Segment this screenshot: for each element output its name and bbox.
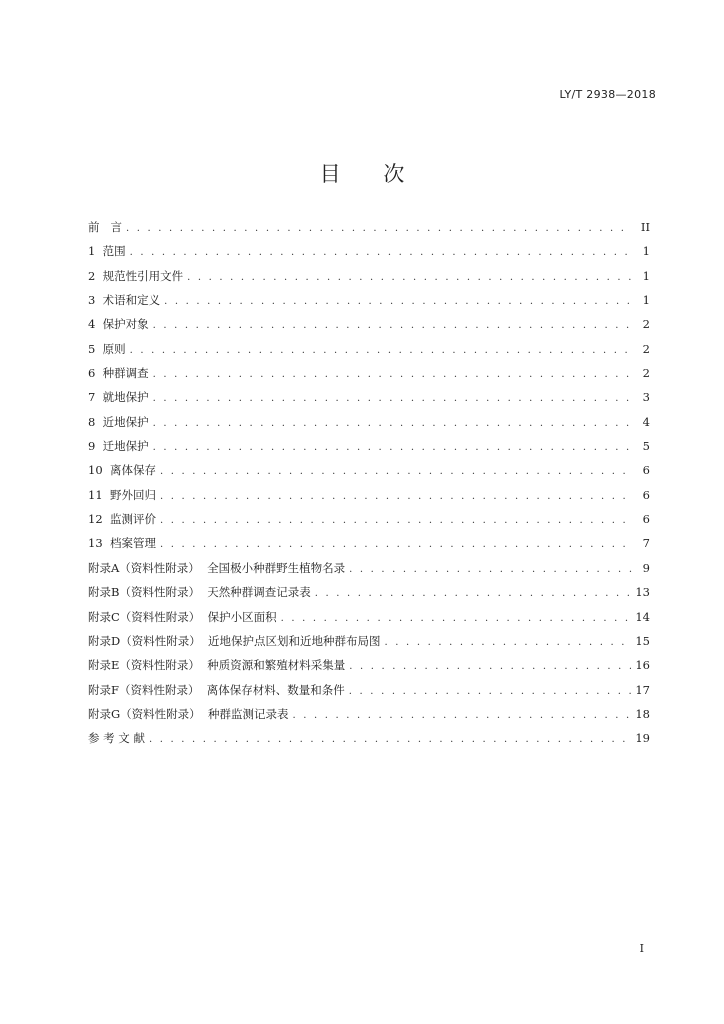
toc-entry-label: 言	[110, 220, 122, 234]
toc-entry-number: 附录D（资料性附录）	[88, 633, 201, 648]
toc-entry-page: 7	[642, 536, 650, 551]
toc-entry-number: 13	[88, 536, 103, 551]
toc-leader-dots	[349, 686, 632, 697]
toc-entry-number: 7	[88, 390, 96, 405]
toc-entry-page: 4	[642, 414, 650, 429]
toc-entry[interactable]	[88, 316, 650, 340]
toc-entry-spacer	[199, 683, 206, 697]
toc-entry-spacer	[201, 634, 208, 648]
toc-entry-number: 3	[88, 293, 96, 308]
toc-leader-dots	[153, 442, 632, 453]
toc-entry-spacer	[95, 415, 102, 429]
toc-leader-dots	[293, 710, 632, 721]
toc-entry-label: 档案管理	[109, 536, 156, 551]
toc-entry-page: 15	[635, 633, 650, 648]
toc-entry-page: 1	[642, 293, 650, 308]
toc-entry[interactable]	[88, 657, 650, 681]
toc-leader-dots	[160, 491, 632, 502]
toc-leader-dots	[385, 637, 632, 648]
toc-entry-label: 迁地保护	[102, 439, 149, 454]
toc-entry[interactable]	[88, 633, 650, 657]
toc-leader-dots	[130, 345, 632, 356]
toc-entry[interactable]	[88, 438, 650, 462]
toc-entry-number: 附录C（资料性附录）	[88, 609, 201, 624]
toc-entry-number: 附录A（资料性附录）	[88, 560, 200, 575]
toc-entry-page: 2	[642, 366, 650, 381]
toc-entry-page: 1	[642, 268, 650, 283]
toc-entry-label: 种质资源和繁殖材料采集量	[207, 658, 346, 673]
toc-entry-spacer	[95, 390, 102, 404]
toc-entry-number: 前	[88, 220, 100, 234]
footer-page-number: I	[639, 942, 644, 955]
toc-entry-spacer	[95, 342, 102, 356]
toc-entry-number: 12	[88, 512, 103, 527]
toc-entry[interactable]	[88, 609, 650, 633]
toc-entry-spacer	[103, 488, 110, 502]
toc-entry-spacer	[95, 366, 102, 380]
toc-entry-number: 10	[88, 463, 103, 478]
toc-leader-dots	[126, 223, 632, 234]
toc-entry-number: 1	[88, 244, 96, 259]
toc-entry-label: 就地保护	[102, 390, 149, 405]
toc-leader-dots	[149, 734, 631, 745]
toc-entry-page: 2	[642, 317, 650, 332]
toc-entry-number: 11	[88, 487, 103, 502]
toc-leader-dots	[160, 515, 632, 526]
toc-entry-number: 附录B（资料性附录）	[88, 585, 200, 600]
toc-entry-page: 17	[635, 682, 650, 697]
toc-leader-dots	[164, 296, 632, 307]
toc-entry[interactable]	[88, 462, 650, 486]
toc-entry[interactable]	[88, 341, 650, 365]
toc-entry[interactable]	[88, 487, 650, 511]
toc-entry-spacer	[200, 658, 207, 672]
toc-entry[interactable]	[88, 292, 650, 316]
toc-entry-number: 附录G（资料性附录）	[88, 706, 201, 721]
toc-entry-spacer	[200, 610, 207, 624]
toc-entry-label: 原则	[102, 341, 126, 356]
toc-entry[interactable]	[88, 219, 650, 243]
toc-entry-number: 8	[88, 414, 96, 429]
toc-entry-label: 天然种群调查记录表	[207, 585, 311, 600]
toc-entry-label: 种群调查	[102, 366, 149, 381]
toc-entry-number: 附录F（资料性附录）	[88, 682, 200, 697]
toc-entry-spacer	[201, 707, 208, 721]
toc-entry[interactable]	[88, 682, 650, 706]
toc-entry-spacer	[103, 463, 110, 477]
toc-entry-number: 9	[88, 439, 96, 454]
toc-entry-page: 6	[642, 512, 650, 527]
toc-entry-label: 术语和定义	[102, 293, 161, 308]
toc-entry-spacer	[95, 244, 102, 258]
toc-entry-number: 4	[88, 317, 96, 332]
toc-leader-dots	[153, 320, 632, 331]
toc-entry[interactable]	[88, 730, 650, 754]
toc-entry-spacer	[95, 269, 102, 283]
toc-entry-page: 1	[642, 244, 650, 259]
toc-entry-label: 规范性引用文件	[102, 268, 184, 283]
toc-entry-number: 5	[88, 341, 96, 356]
toc-entry[interactable]	[88, 268, 650, 292]
toc-entry-spacer	[95, 293, 102, 307]
toc-entry-label: 离体保存材料、数量和条件	[206, 682, 345, 697]
toc-entry-page: 2	[642, 341, 650, 356]
toc-leader-dots	[187, 272, 632, 283]
toc-entry[interactable]	[88, 365, 650, 389]
toc-entry-page: 14	[635, 609, 650, 624]
toc-entry-page: 18	[635, 706, 650, 721]
toc-entry-label: 范围	[102, 244, 126, 259]
toc-entry-page: 5	[642, 439, 650, 454]
toc-entry-label: 野外回归	[109, 487, 156, 502]
toc-entry[interactable]	[88, 535, 650, 559]
toc-entry[interactable]	[88, 560, 650, 584]
toc-entry-spacer	[100, 220, 111, 234]
toc-entry-spacer	[103, 536, 110, 550]
toc-entry[interactable]	[88, 584, 650, 608]
toc-entry-label: 近地保护点区划和近地种群布局图	[208, 633, 381, 648]
toc-entry-spacer	[200, 585, 207, 599]
toc-entry-spacer	[95, 317, 102, 331]
table-of-contents	[88, 219, 650, 755]
toc-entry-page: 19	[635, 731, 650, 746]
toc-leader-dots	[153, 418, 632, 429]
toc-entry-page: 6	[642, 487, 650, 502]
toc-entry-page: II	[640, 220, 650, 234]
toc-leader-dots	[349, 564, 632, 575]
toc-entry-spacer	[103, 512, 110, 526]
toc-entry[interactable]	[88, 243, 650, 267]
toc-entry[interactable]	[88, 414, 650, 438]
toc-entry-label: 保护小区面积	[207, 609, 277, 624]
toc-leader-dots	[153, 369, 632, 380]
toc-entry-number: 附录E（资料性附录）	[88, 658, 200, 673]
toc-entry-label: 种群监测记录表	[208, 706, 289, 721]
toc-leader-dots	[160, 539, 632, 550]
standard-code: LY/T 2938—2018	[559, 88, 656, 101]
toc-entry[interactable]	[88, 511, 650, 535]
toc-entry-page: 16	[635, 658, 650, 673]
toc-leader-dots	[130, 247, 632, 258]
toc-entry-number: 6	[88, 366, 96, 381]
toc-leader-dots	[349, 661, 631, 672]
toc-entry-label: 近地保护	[102, 414, 149, 429]
toc-leader-dots	[281, 613, 632, 624]
toc-entry-spacer	[95, 439, 102, 453]
toc-leader-dots	[315, 588, 632, 599]
toc-entry-page: 3	[642, 390, 650, 405]
toc-entry-label: 离体保存	[109, 463, 156, 478]
toc-entry-number: 参 考 文 献	[88, 731, 145, 746]
toc-entry[interactable]	[88, 389, 650, 413]
toc-entry-page: 13	[635, 585, 650, 600]
toc-entry-label: 监测评价	[109, 512, 156, 527]
toc-leader-dots	[160, 466, 632, 477]
toc-entry[interactable]	[88, 706, 650, 730]
toc-entry-page: 6	[642, 463, 650, 478]
toc-entry-page: 9	[642, 560, 650, 575]
toc-entry-label: 全国极小种群野生植物名录	[207, 560, 346, 575]
toc-entry-spacer	[200, 561, 207, 575]
page-title: 目 次	[319, 162, 423, 186]
toc-leader-dots	[153, 393, 632, 404]
toc-entry-label: 保护对象	[102, 317, 149, 332]
toc-entry-number: 2	[88, 268, 96, 283]
